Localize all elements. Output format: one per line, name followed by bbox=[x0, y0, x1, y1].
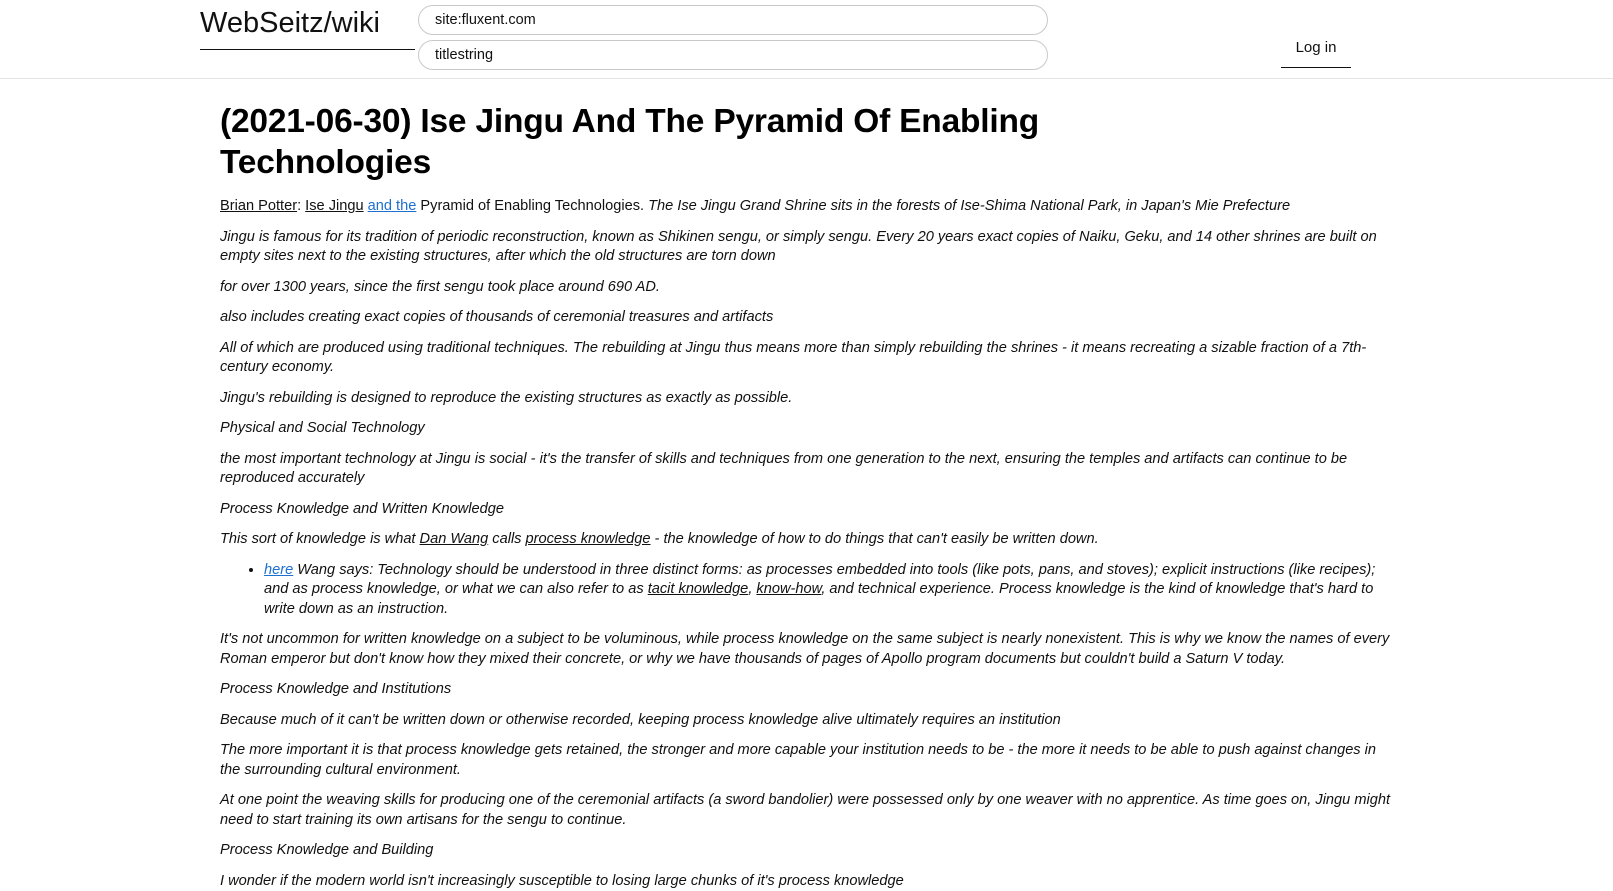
list-item bbox=[264, 561, 1393, 620]
paragraph: for over 1300 years, since the first sengu took place around 690 AD. bbox=[220, 278, 1393, 298]
intro-rest: Pyramid of Enabling Technologies. bbox=[416, 198, 648, 214]
paragraph: also includes creating exact copies of thousands of ceremonial treasures and artifacts bbox=[220, 308, 1393, 328]
section-heading-process-knowledge-building: Process Knowledge and Building bbox=[220, 841, 1393, 861]
intro-quote: The Ise Jingu Grand Shrine sits in the forests of Ise-Shima National Park, in Japan's Mie Prefecture bbox=[648, 198, 1290, 214]
link-ise-jingu[interactable]: Ise Jingu bbox=[305, 198, 363, 214]
link-and-the[interactable]: and the bbox=[368, 198, 417, 214]
paragraph: The more important it is that process knowledge gets retained, the stronger and more capable your institution needs to be - the more it needs to be able to push against changes in the surrounding cultural environment. bbox=[220, 741, 1393, 780]
site-header bbox=[0, 0, 1613, 79]
quote-bullet-list bbox=[220, 561, 1393, 620]
paragraph: Jingu is famous for its tradition of periodic reconstruction, known as Shikinen sengu, or simply sengu. Every 20 years exact copies of Naiku, Geku, and 14 other shrines are built on empty sites next to the existing structures, after which the old structures are torn down bbox=[220, 228, 1393, 267]
paragraph: I wonder if the modern world isn't increasingly susceptible to losing large chunks of it's process knowledge bbox=[220, 872, 1393, 891]
dan-wang-prefix: This sort of knowledge is what bbox=[220, 531, 420, 547]
link-dan-wang[interactable]: Dan Wang bbox=[420, 531, 489, 547]
section-heading-process-knowledge-institutions: Process Knowledge and Institutions bbox=[220, 680, 1393, 700]
dan-wang-paragraph bbox=[220, 530, 1393, 550]
section-heading-physical-social-technology: Physical and Social Technology bbox=[220, 419, 1393, 439]
link-process-knowledge[interactable]: process knowledge bbox=[526, 531, 651, 547]
login-link[interactable]: Log in bbox=[1296, 39, 1337, 56]
paragraph: It's not uncommon for written knowledge on a subject to be voluminous, while process knowledge on the same subject is nearly nonexistent. This is why we know the names of every Roman emperor but don't know how they mixed their concrete, or why we have thousands of pages of Apollo program documents but couldn't build a Saturn V today. bbox=[220, 630, 1393, 669]
bullet-part-2: , and technical experience. Process knowledge is the kind of knowledge that's hard to write down as an instruction. bbox=[264, 581, 1373, 617]
link-tacit-knowledge[interactable]: tacit knowledge bbox=[648, 581, 749, 597]
paragraph: Because much of it can't be written down or otherwise recorded, keeping process knowledge alive ultimately requires an institution bbox=[220, 711, 1393, 731]
search-input-site[interactable] bbox=[418, 5, 1048, 35]
bullet-part-1: Wang says: Technology should be understood in three distinct forms: as processes embedded into tools (like pots, pans, and stoves); explicit instructions (like recipes); and as process knowledge, or what we can also refer to as bbox=[264, 562, 1375, 598]
intro-separator: : bbox=[297, 198, 305, 214]
clipped-paragraph-container bbox=[220, 872, 1393, 878]
page-title: (2021-06-30) Ise Jingu And The Pyramid Of Enabling Technologies bbox=[220, 101, 1180, 183]
link-brian-potter[interactable]: Brian Potter bbox=[220, 198, 297, 214]
section-heading-process-written-knowledge: Process Knowledge and Written Knowledge bbox=[220, 500, 1393, 520]
search-input-titlestring[interactable] bbox=[418, 40, 1048, 70]
link-here[interactable]: here bbox=[264, 562, 293, 578]
login-container[interactable] bbox=[1281, 39, 1351, 68]
link-know-how[interactable]: know-how bbox=[756, 581, 821, 597]
page-content bbox=[0, 79, 1613, 878]
dan-wang-mid: calls bbox=[488, 531, 525, 547]
bullet-comma: , bbox=[748, 581, 756, 597]
dan-wang-suffix: - the knowledge of how to do things that can't easily be written down. bbox=[650, 531, 1098, 547]
paragraph: Jingu's rebuilding is designed to reproduce the existing structures as exactly as possible. bbox=[220, 389, 1393, 409]
intro-paragraph bbox=[220, 197, 1393, 217]
search-fields bbox=[418, 5, 1048, 70]
site-brand[interactable]: WebSeitz/wiki bbox=[200, 5, 415, 50]
paragraph: At one point the weaving skills for producing one of the ceremonial artifacts (a sword bandolier) were possessed only by one weaver with no apprentice. As time goes on, Jingu might need to start training its own artisans for the sengu to continue. bbox=[220, 791, 1393, 830]
paragraph: the most important technology at Jingu is social - it's the transfer of skills and techniques from one generation to the next, ensuring the temples and artifacts can continue to be reproduced accurately bbox=[220, 450, 1393, 489]
paragraph: All of which are produced using traditional techniques. The rebuilding at Jingu thus means more than simply rebuilding the shrines - it means recreating a sizable fraction of a 7th-century economy. bbox=[220, 339, 1393, 378]
